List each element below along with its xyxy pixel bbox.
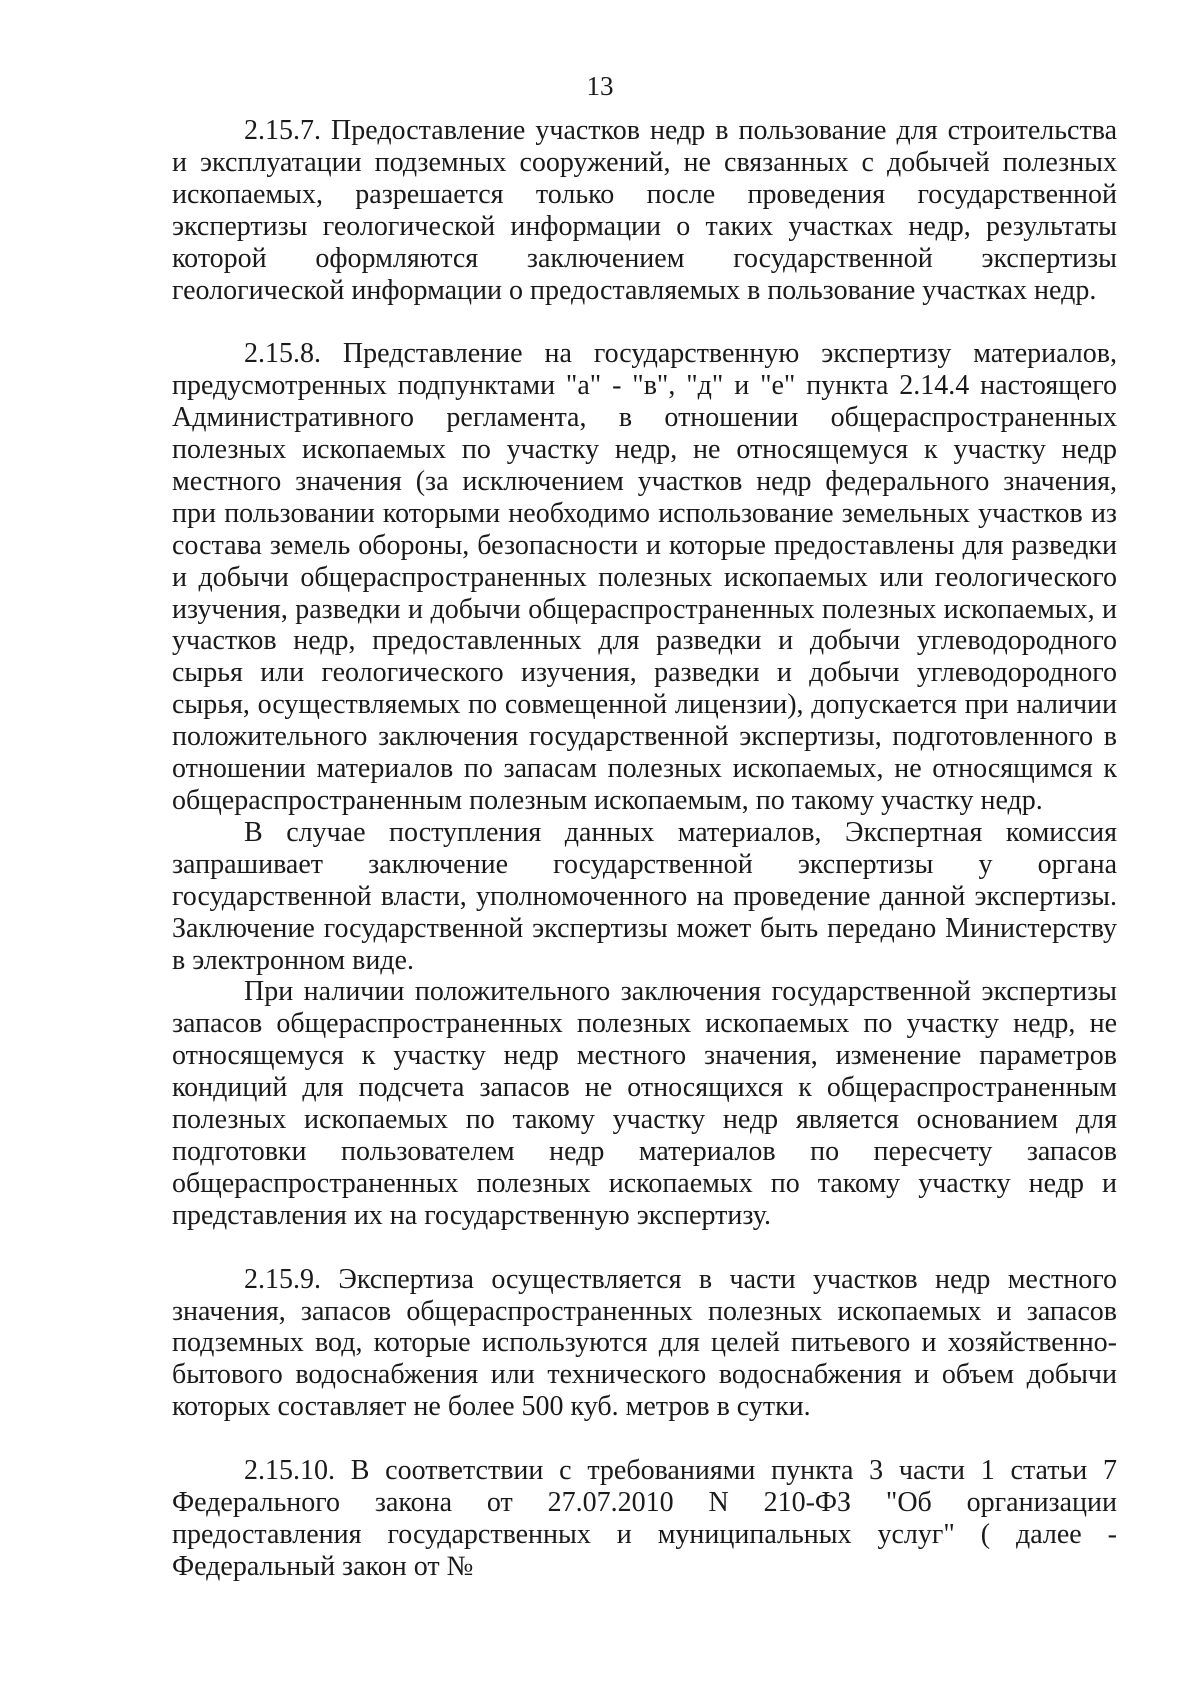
paragraph-2-15-8-recalculation: При наличии положительного заключения государственной экспертизы запасов общераспространенных полезных ископаемых по участку недр, не относящемуся к участку недр местного значения, изменение параметров кондиций для подсчета запасов не относящихся к общераспространенным полезных ископаемых по такому участку недр является основанием для подготовки пользователем недр материалов по пересчету запасов общераспространенных полезных ископаемых по такому участку недр и представления их на государственную экспертизу. — [172, 976, 1117, 1231]
document-body — [172, 115, 1117, 1583]
page-number: 13 — [586, 71, 614, 101]
paragraph-2-15-7: 2.15.7. Предоставление участков недр в пользование для строительства и эксплуатации подземных сооружений, не связанных с добычей полезных ископаемых, разрешается только после проведения государственной экспертизы геологической информации о таких участках недр, результаты которой оформляются заключением государственной экспертизы геологической информации о предоставляемых в пользование участках недр. — [172, 115, 1117, 306]
paragraph-2-15-8: 2.15.8. Представление на государственную экспертизу материалов, предусмотренных подпунктами "а" - "в", "д" и "е" пункта 2.14.4 настоящего Административного регламента, в отношении общераспространенных полезных ископаемых по участку недр, не относящемуся к участку недр местного значения (за исключением участков недр федерального значения, при пользовании которыми необходимо использование земельных участков из состава земель обороны, безопасности и которые предоставлены для разведки и добычи общераспространенных полезных ископаемых или геологического изучения, разведки и добычи общераспространенных полезных ископаемых, и участков недр, предоставленных для разведки и добычи углеводородного сырья или геологического изучения, разведки и добычи углеводородного сырья, осуществляемых по совмещенной лицензии), допускается при наличии положительного заключения государственной экспертизы, подготовленного в отношении материалов по запасам полезных ископаемых, не относящимся к общераспространенным полезным ископаемым, по такому участку недр. — [172, 338, 1117, 817]
paragraph-2-15-8-request: В случае поступления данных материалов, Экспертная комиссия запрашивает заключение государственной экспертизы у органа государственной власти, уполномоченного на проведение данной экспертизы. Заключение государственной экспертизы может быть передано Министерству в электронном виде. — [172, 816, 1117, 976]
paragraph-2-15-9: 2.15.9. Экспертиза осуществляется в части участков недр местного значения, запасов общераспространенных полезных ископаемых и запасов подземных вод, которые используются для целей питьевого и хозяйственно-бытового водоснабжения или технического водоснабжения и объем добычи которых составляет не более 500 куб. метров в сутки. — [172, 1263, 1117, 1423]
paragraph-2-15-10: 2.15.10. В соответствии с требованиями пункта 3 части 1 статьи 7 Федерального закона от 27.07.2010 N 210-ФЗ "Об организации предоставления государственных и муниципальных услуг" ( далее - Федеральный закон от № — [172, 1455, 1117, 1582]
